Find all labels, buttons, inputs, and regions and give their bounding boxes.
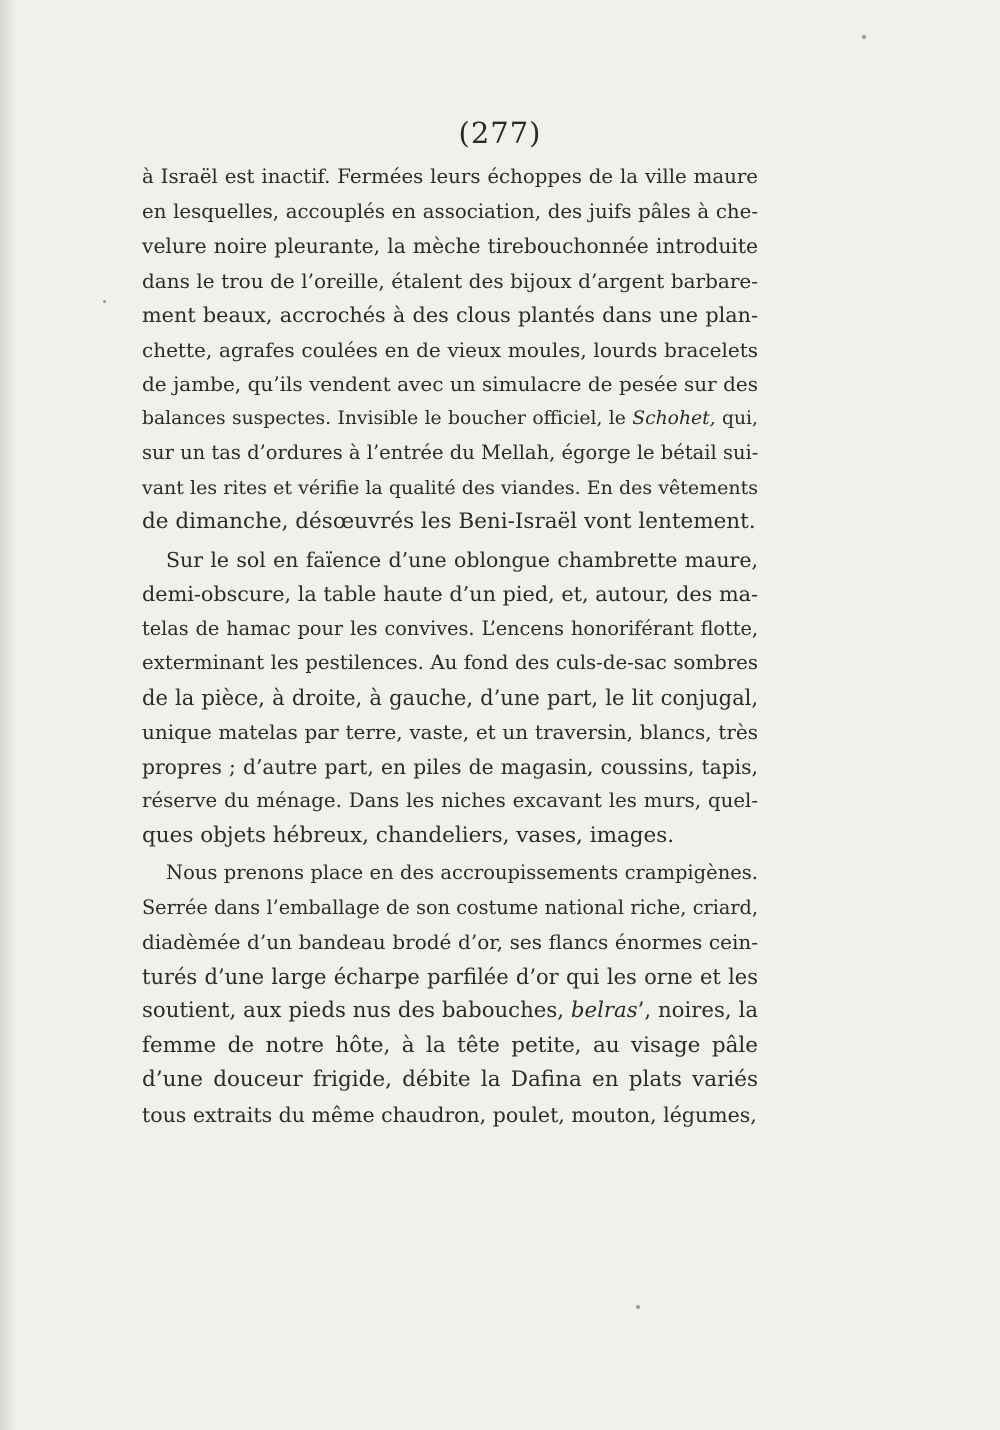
italic-term: Schohet, [632,407,716,429]
text-line [142,543,758,578]
text-line [142,819,758,854]
text-line [142,436,758,471]
text-run: Serrée dans l’emballage de son costume national riche, criard, [142,895,758,919]
text-run: propres ; d’autre part, en piles de magasin, coussins, tapis, [142,754,758,779]
text-run: vant les rites et vérifie la qualité des viandes. En des vêtements [142,476,758,499]
text-line [142,333,758,368]
text-run: à Israël est inactif. Fermées leurs échoppes de la ville maure [142,165,758,188]
text-run: turés d’une large écharpe parfilée d’or qui les orne et les [142,964,758,989]
text-run: ques objets hébreux, chandeliers, vases, images. [142,822,675,848]
text-run: exterminant les pestilences. Au fond des culs-de-sac sombres [142,651,758,674]
text-run: unique matelas par terre, vaste, et un traversin, blancs, très [142,720,758,744]
text-run: chette, agrafes coulées en de vieux moules, lourds bracelets [142,337,758,362]
text-run: qui, [715,407,759,429]
text-line [142,1029,758,1064]
page-edge-shadow [0,0,18,1430]
text-run: Nous prenons place en des accroupissements crampigènes. [166,861,758,884]
text-line [142,715,758,750]
text-run: d’une douceur frigide, débite la Dafina en plats variés [142,1067,758,1092]
text-line [142,229,758,264]
paragraph [142,543,758,854]
text-run: ment beaux, accrochés à des clous plantés dans une plan- [142,303,758,327]
text-run: velure noire pleurante, la mèche tirebouchonnée introduite [142,234,758,258]
text-line [142,1063,758,1098]
text-line [142,960,758,995]
text-line [142,646,758,681]
text-line [142,994,758,1029]
text-run: soutient, aux pieds nus des babouches, [142,998,571,1023]
text-line [142,612,758,647]
text-line [142,891,758,926]
text-line [142,264,758,299]
text-line [142,195,758,230]
text-line [142,160,758,195]
text-run: tous extraits du même chaudron, poulet, mouton, légumes, [142,1102,757,1127]
paper-speck [862,35,866,39]
text-run: balances suspectes. Invisible le boucher officiel, le [142,407,633,429]
italic-term: belras [570,998,638,1023]
text-run: de jambe, qu’ils vendent avec un simulacre de pesée sur des [142,372,758,396]
text-run: diadèmée d’un bandeau brodé d’or, ses flancs énormes cein- [142,930,758,954]
text-run: de la pièce, à droite, à gauche, d’une part, le lit conjugal, [142,685,758,710]
text-run: réserve du ménage. Dans les niches excavant les murs, quel- [142,789,758,812]
paragraph [142,856,758,1132]
text-line [142,577,758,612]
text-line [142,367,758,402]
text-line [142,505,758,540]
paragraph [142,160,758,540]
text-line [142,925,758,960]
paper-speck [636,1305,640,1309]
text-line [142,402,758,437]
text-line [142,471,758,506]
paper-speck [103,300,106,303]
text-run: en lesquelles, accouplés en association, des juifs pâles à che- [142,199,758,223]
text-run: dans le trou de l’oreille, étalent des bijoux d’argent barbare- [142,268,758,293]
text-run: demi-obscure, la table haute d’un pied, et, autour, des ma- [142,582,758,606]
text-line [142,856,758,891]
text-run: femme de notre hôte, à la tête petite, au visage pâle [142,1032,758,1058]
text-line [142,298,758,333]
page-number: (277) [458,116,542,150]
text-run: de dimanche, désœuvrés les Beni-Israël vont lentement. [142,509,756,534]
text-run: Sur le sol en faïence d’une oblongue chambrette maure, [166,547,758,572]
text-line [142,784,758,819]
text-line [142,750,758,785]
text-line [142,681,758,716]
text-run: ’, noires, la [637,998,759,1023]
text-line [142,1098,758,1133]
text-run: sur un tas d’ordures à l’entrée du Mellah, égorge le bétail sui- [142,441,759,464]
text-run: telas de hamac pour les convives. L’encens honoriférant flotte, [142,616,758,640]
body-text [142,160,758,1135]
